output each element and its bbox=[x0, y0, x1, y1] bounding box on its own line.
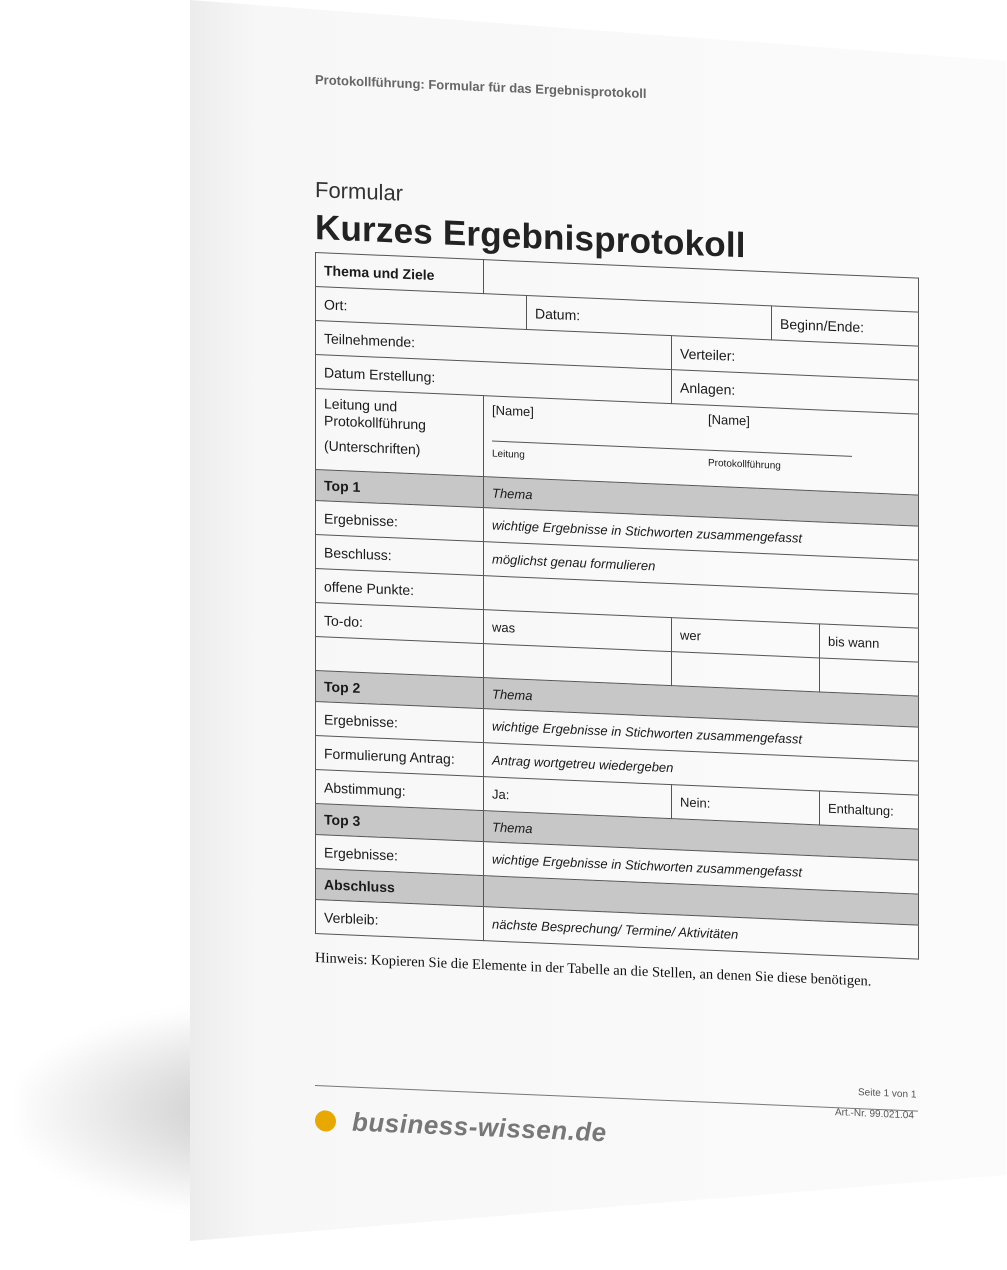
leitung-label-line2: Protokollführung bbox=[324, 412, 426, 433]
top1-todo-label: To-do: bbox=[316, 603, 484, 644]
datum-field[interactable]: Datum: bbox=[527, 295, 772, 339]
todo-bis-wann-header: bis wann bbox=[820, 624, 919, 662]
abstimmung-nein-field[interactable]: Nein: bbox=[672, 785, 820, 825]
logo-dot-icon bbox=[315, 1110, 336, 1132]
name-placeholder-protokoll: [Name] bbox=[708, 411, 750, 429]
usage-note: Hinweis: Kopieren Sie die Elemente in der Tabelle an die Stellen, an denen Sie diese benötigen. bbox=[315, 950, 872, 990]
top1-thema-field[interactable]: Thema bbox=[484, 477, 919, 526]
leitung-label bbox=[316, 389, 484, 477]
beginn-ende-field[interactable]: Beginn/Ende: bbox=[772, 306, 919, 346]
publisher-logo bbox=[315, 1105, 607, 1148]
todo-wer-header: wer bbox=[672, 618, 820, 658]
protocol-form-table bbox=[315, 252, 919, 960]
signature-caption-leitung: Leitung bbox=[492, 448, 525, 461]
top1-ergebnisse-field[interactable]: wichtige Ergebnisse in Stichworten zusammengefasst bbox=[484, 508, 919, 560]
top2-abstimmung-label: Abstimmung: bbox=[316, 770, 484, 811]
top2-antrag-field[interactable]: Antrag wortgetreu wiedergeben bbox=[484, 743, 919, 795]
todo-was-header: was bbox=[484, 610, 672, 652]
logo-text: business-wissen.de bbox=[352, 1106, 607, 1148]
top3-ergebnisse-field[interactable]: wichtige Ergebnisse in Stichworten zusammengefasst bbox=[484, 842, 919, 894]
running-header: Protokollführung: Formular für das Ergebnisprotokoll bbox=[315, 72, 647, 102]
anlagen-field[interactable]: Anlagen: bbox=[672, 370, 919, 414]
leitung-label-line1: Leitung und bbox=[324, 395, 398, 415]
name-placeholder-leitung: [Name] bbox=[492, 402, 534, 420]
thema-ziele-label: Thema und Ziele bbox=[316, 253, 484, 294]
page-number: Seite 1 von 1 bbox=[858, 1087, 917, 1101]
todo-bis-wann-field[interactable] bbox=[820, 658, 919, 696]
top1-offene-label: offene Punkte: bbox=[316, 569, 484, 610]
signature-caption-protokoll: Protokollführung bbox=[708, 457, 781, 472]
leitung-label-line3: (Unterschriften) bbox=[324, 437, 421, 458]
footer-divider bbox=[315, 1085, 918, 1112]
top2-ergebnisse-label: Ergebnisse: bbox=[316, 702, 484, 743]
verbleib-label: Verbleib: bbox=[316, 900, 484, 941]
ort-field[interactable]: Ort: bbox=[316, 287, 527, 330]
abstimmung-ja-field[interactable]: Ja: bbox=[484, 777, 672, 819]
abschluss-label: Abschluss bbox=[316, 869, 484, 907]
verbleib-field[interactable]: nächste Besprechung/ Termine/ Aktivitäten bbox=[484, 907, 919, 959]
signature-line bbox=[492, 441, 852, 457]
verteiler-field[interactable]: Verteiler: bbox=[672, 336, 919, 380]
top1-beschluss-field[interactable]: möglichst genau formulieren bbox=[484, 542, 919, 594]
datum-erstellung-field[interactable]: Datum Erstellung: bbox=[316, 355, 672, 404]
teilnehmende-field[interactable]: Teilnehmende: bbox=[316, 321, 672, 370]
top2-ergebnisse-field[interactable]: wichtige Ergebnisse in Stichworten zusammengefasst bbox=[484, 709, 919, 761]
abstimmung-enthaltung-field[interactable]: Enthaltung: bbox=[820, 791, 919, 829]
document-kicker: Formular bbox=[315, 177, 404, 206]
top1-label: Top 1 bbox=[316, 470, 484, 508]
top3-ergebnisse-label: Ergebnisse: bbox=[316, 835, 484, 876]
top3-label: Top 3 bbox=[316, 804, 484, 842]
top1-beschluss-label: Beschluss: bbox=[316, 535, 484, 576]
top2-antrag-label: Formulierung Antrag: bbox=[316, 736, 484, 777]
article-number: Art.-Nr. 99.021.04 bbox=[835, 1107, 914, 1122]
top2-thema-field[interactable]: Thema bbox=[484, 678, 919, 727]
top1-ergebnisse-label: Ergebnisse: bbox=[316, 501, 484, 542]
top2-label: Top 2 bbox=[316, 671, 484, 709]
document-title: Kurzes Ergebnisprotokoll bbox=[315, 208, 746, 266]
top3-thema-field[interactable]: Thema bbox=[484, 811, 919, 860]
